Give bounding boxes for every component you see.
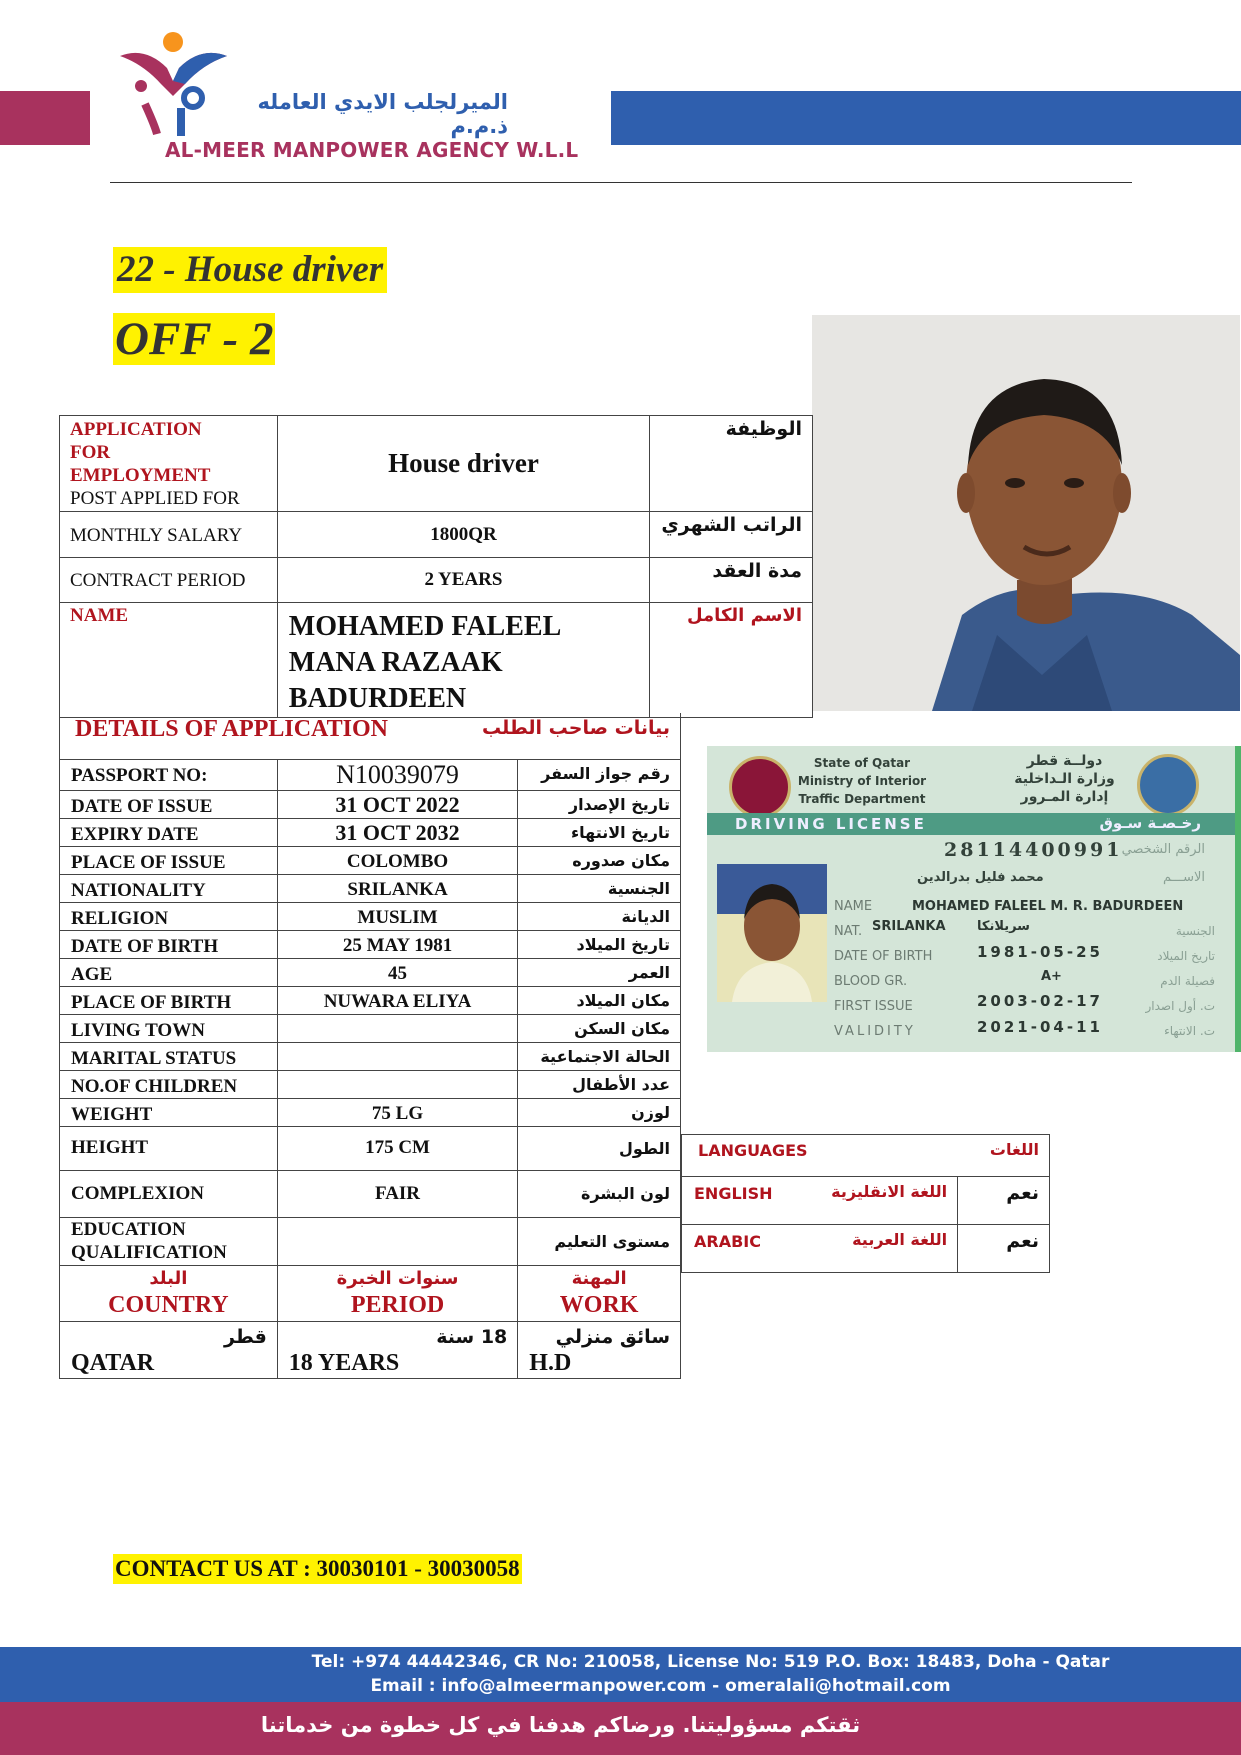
- language-level: نعم: [958, 1177, 1050, 1225]
- detail-row: [60, 1014, 681, 1042]
- contact-line: CONTACT US AT : 30030101 - 30030058: [113, 1554, 522, 1584]
- detail-label: NATIONALITY: [60, 874, 278, 902]
- experience-header-english: COUNTRY: [108, 1291, 229, 1318]
- detail-value: 75 LG: [277, 1098, 518, 1126]
- detail-label: PASSPORT NO:: [60, 759, 278, 790]
- language-name-arabic: اللغة الانقليزية: [831, 1182, 948, 1201]
- reference-code: OFF - 2: [115, 313, 274, 365]
- detail-row: [60, 902, 681, 930]
- detail-label-arabic: مكان صدوره: [518, 846, 681, 874]
- experience-header-arabic: البلد: [149, 1267, 188, 1289]
- license-issuer-line: وزارة الـداخلية: [1014, 771, 1115, 787]
- footer-contact-line: Tel: +974 44442346, CR No: 210058, License No: 519 P.O. Box: 18483, Doha - Qatar: [311, 1652, 1110, 1672]
- detail-label-arabic: لوزن: [518, 1098, 681, 1126]
- detail-value: 31 OCT 2022: [277, 790, 518, 818]
- detail-row: [60, 986, 681, 1014]
- application-label-line: APPLICATION: [70, 419, 202, 440]
- detail-row: [60, 930, 681, 958]
- experience-header-arabic: المهنة: [571, 1267, 627, 1289]
- license-band-arabic: رخـصـة سـوق: [1099, 814, 1201, 832]
- detail-label: NO.OF CHILDREN: [60, 1070, 278, 1098]
- detail-label-arabic: رقم جواز السفر: [518, 759, 681, 790]
- license-number-label-arabic: الرقم الشخصي: [1121, 842, 1205, 857]
- detail-value: [277, 1217, 518, 1265]
- qatar-emblem-icon: [729, 756, 791, 818]
- application-table: [59, 415, 813, 718]
- language-name-arabic: اللغة العربية: [852, 1230, 948, 1249]
- post-label-cell: [60, 416, 278, 512]
- license-blood-arabic-label: فصيلة الدم: [1160, 974, 1215, 988]
- experience-header-period: [277, 1265, 518, 1321]
- details-heading: DETAILS OF APPLICATION: [75, 716, 388, 742]
- detail-row: [60, 818, 681, 846]
- experience-header-row: [60, 1265, 681, 1321]
- detail-value: N10039079: [277, 759, 518, 790]
- detail-row: [60, 1070, 681, 1098]
- detail-label: MARITAL STATUS: [60, 1042, 278, 1070]
- name-value-cell: [277, 603, 649, 718]
- detail-label: AGE: [60, 958, 278, 986]
- detail-label-arabic: الديانة: [518, 902, 681, 930]
- detail-row: [60, 790, 681, 818]
- language-name: ARABIC: [694, 1232, 761, 1251]
- table-row: [60, 603, 813, 718]
- languages-heading-cell: [682, 1135, 1050, 1177]
- license-name-label: NAME: [834, 899, 873, 914]
- details-heading-row: [60, 713, 681, 759]
- applicant-photo: [812, 315, 1240, 711]
- post-applied-value: House driver: [277, 416, 649, 512]
- post-applied-label: POST APPLIED FOR: [70, 488, 240, 509]
- language-name-cell: [682, 1225, 958, 1273]
- detail-value: NUWARA ELIYA: [277, 986, 518, 1014]
- footer-email-line: Email : info@almeermanpower.com - omeralali@hotmail.com: [370, 1676, 951, 1696]
- detail-label-arabic: تاريخ الإصدار: [518, 790, 681, 818]
- detail-label: DATE OF ISSUE: [60, 790, 278, 818]
- detail-label-arabic: مكان الميلاد: [518, 986, 681, 1014]
- detail-label-arabic: عدد الأطفال: [518, 1070, 681, 1098]
- license-issuer-arabic: [1002, 752, 1127, 806]
- detail-label: RELIGION: [60, 902, 278, 930]
- languages-table: [681, 1134, 1050, 1273]
- company-name-arabic: الميرلجلب الايدي العامله ذ.م.م: [257, 90, 508, 138]
- detail-value: [277, 1042, 518, 1070]
- application-label-line: EMPLOYMENT: [70, 465, 211, 486]
- language-name: ENGLISH: [694, 1184, 773, 1203]
- license-issuer-line: Ministry of Interior: [797, 774, 927, 788]
- license-blood-value: A+: [1041, 969, 1062, 984]
- footer-blue-bar: [0, 1647, 1241, 1702]
- contract-label: CONTRACT PERIOD: [60, 558, 278, 603]
- license-issuer-line: دولــة قطر: [1026, 753, 1103, 769]
- detail-label: PLACE OF BIRTH: [60, 986, 278, 1014]
- header-bar-right: [611, 91, 1241, 145]
- experience-period-arabic: 18 سنة: [436, 1325, 508, 1348]
- header-divider: [110, 182, 1132, 183]
- detail-label: DATE OF BIRTH: [60, 930, 278, 958]
- license-validity-label: VALIDITY: [834, 1024, 916, 1039]
- detail-row: [60, 1170, 681, 1217]
- license-first-issue-arabic-label: ت. أول اصدار: [1145, 999, 1215, 1013]
- name-line: BADURDEEN: [288, 683, 467, 714]
- languages-heading-row: [682, 1135, 1050, 1177]
- license-name-arabic-label: الاســـم: [1163, 870, 1205, 885]
- license-issuer-line: State of Qatar: [813, 756, 911, 770]
- contract-arabic: مدة العقد: [650, 558, 813, 603]
- detail-label-arabic: الحالة الاجتماعية: [518, 1042, 681, 1070]
- license-nat-label: NAT.: [834, 924, 863, 939]
- license-issuer-line: إدارة المـرور: [1020, 789, 1109, 805]
- license-arabic-labels: [1145, 919, 1215, 1044]
- language-row: [682, 1225, 1050, 1273]
- experience-row: [60, 1321, 681, 1378]
- detail-row: [60, 1042, 681, 1070]
- detail-label: LIVING TOWN: [60, 1014, 278, 1042]
- license-portrait-image: [717, 864, 827, 1002]
- license-nat-arabic: سريلانكا: [977, 919, 1030, 934]
- detail-row: [60, 958, 681, 986]
- license-dob-label: DATE OF BIRTH: [834, 949, 933, 964]
- detail-value: MUSLIM: [277, 902, 518, 930]
- license-issuer-english: [797, 754, 927, 808]
- detail-label: HEIGHT: [60, 1126, 278, 1170]
- detail-row: [60, 1098, 681, 1126]
- detail-value: 175 CM: [277, 1126, 518, 1170]
- name-line: MOHAMED FALEEL: [288, 611, 562, 642]
- language-level: نعم: [958, 1225, 1050, 1273]
- license-band: [707, 813, 1241, 835]
- company-logo-icon: [115, 26, 235, 136]
- detail-label: EDUCATION QUALIFICATION: [60, 1217, 278, 1265]
- detail-label-arabic: الطول: [518, 1126, 681, 1170]
- detail-row: [60, 846, 681, 874]
- detail-value: FAIR: [277, 1170, 518, 1217]
- experience-header-country: [60, 1265, 278, 1321]
- experience-header-english: WORK: [559, 1291, 639, 1318]
- name-label: NAME: [60, 603, 278, 718]
- license-blood-label: BLOOD GR.: [834, 974, 908, 989]
- detail-label-arabic: العمر: [518, 958, 681, 986]
- detail-label-arabic: الجنسية: [518, 874, 681, 902]
- salary-value: 1800QR: [277, 512, 649, 558]
- detail-label: EXPIRY DATE: [60, 818, 278, 846]
- languages-heading-arabic: اللغات: [989, 1140, 1039, 1159]
- table-row: [60, 416, 813, 512]
- license-nat-arabic-label: الجنسية: [1175, 924, 1215, 938]
- salary-label: MONTHLY SALARY: [60, 512, 278, 558]
- detail-value: SRILANKA: [277, 874, 518, 902]
- experience-period: 18 YEARS: [288, 1349, 400, 1376]
- ministry-emblem-icon: [1137, 754, 1199, 816]
- license-dob-arabic-label: تاريخ الميلاد: [1157, 949, 1215, 963]
- license-issuer-line: Traffic Department: [798, 792, 926, 806]
- detail-label: WEIGHT: [60, 1098, 278, 1126]
- experience-work-arabic: سائق منزلي: [555, 1325, 670, 1348]
- name-arabic: الاسم الكامل: [650, 603, 813, 718]
- experience-country-cell: [60, 1321, 278, 1378]
- license-band-title: DRIVING LICENSE: [735, 815, 927, 833]
- license-first-issue-label: FIRST ISSUE: [834, 999, 913, 1014]
- license-first-issue-value: 2003-02-17: [977, 992, 1103, 1010]
- detail-value: [277, 1014, 518, 1042]
- detail-value: 25 MAY 1981: [277, 930, 518, 958]
- table-row: [60, 558, 813, 603]
- footer-red-bar: [0, 1702, 1241, 1755]
- details-rows: [60, 759, 681, 1265]
- license-name-value: MOHAMED FALEEL M. R. BADURDEEN: [912, 899, 1184, 914]
- experience-country: QATAR: [71, 1349, 155, 1376]
- detail-label-arabic: تاريخ الميلاد: [518, 930, 681, 958]
- detail-value: COLOMBO: [277, 846, 518, 874]
- license-photo: [717, 864, 827, 1002]
- detail-value: 31 OCT 2032: [277, 818, 518, 846]
- detail-label-arabic: لون البشرة: [518, 1170, 681, 1217]
- detail-value: 45: [277, 958, 518, 986]
- detail-label-arabic: مكان السكن: [518, 1014, 681, 1042]
- experience-work-cell: [518, 1321, 681, 1378]
- experience-period-cell: [277, 1321, 518, 1378]
- detail-row: [60, 759, 681, 790]
- language-row: [682, 1177, 1050, 1225]
- details-heading-arabic: بيانات صاحب الطلب: [482, 717, 670, 739]
- salary-arabic: الراتب الشهري: [650, 512, 813, 558]
- license-validity-value: 2021-04-11: [977, 1018, 1103, 1036]
- driving-license-image: [707, 746, 1241, 1052]
- application-label-line: FOR: [70, 442, 111, 463]
- footer-slogan: ثقتكم مسؤوليتنا. ورضاكم هدفنا في كل خطوة من خدماتنا: [260, 1713, 861, 1737]
- applicant-portrait-image: [812, 315, 1240, 711]
- detail-label-arabic: تاريخ الانتهاء: [518, 818, 681, 846]
- company-name-english: AL-MEER MANPOWER AGENCY W.L.L: [165, 138, 579, 162]
- experience-header-english: PERIOD: [350, 1291, 445, 1318]
- detail-row: [60, 874, 681, 902]
- name-line: MANA RAZAAK: [288, 647, 503, 678]
- detail-row: [60, 1217, 681, 1265]
- license-validity-arabic-label: ت. الانتهاء: [1164, 1024, 1215, 1038]
- license-number: 28114400991: [944, 839, 1123, 861]
- license-field-values: [912, 894, 1183, 919]
- experience-work: H.D: [529, 1349, 572, 1376]
- detail-label: PLACE OF ISSUE: [60, 846, 278, 874]
- license-nat-value: SRILANKA: [872, 919, 946, 934]
- details-heading-cell: [60, 713, 681, 759]
- languages-heading: LANGUAGES: [698, 1141, 808, 1160]
- detail-row: [60, 1126, 681, 1170]
- detail-value: [277, 1070, 518, 1098]
- details-table: [59, 713, 681, 1379]
- language-name-cell: [682, 1177, 958, 1225]
- license-dob-value: 1981-05-25: [977, 943, 1103, 961]
- table-row: [60, 512, 813, 558]
- post-applied-arabic: الوظيفة: [650, 416, 813, 512]
- detail-label: COMPLEXION: [60, 1170, 278, 1217]
- experience-country-arabic: قطر: [224, 1325, 267, 1348]
- license-name-arabic: محمد فليل بدرالدين: [917, 870, 1044, 885]
- experience-header-arabic: سنوات الخبرة: [336, 1267, 459, 1289]
- detail-label-arabic: مستوى التعليم: [518, 1217, 681, 1265]
- experience-header-work: [518, 1265, 681, 1321]
- job-title: 22 - House driver: [113, 247, 387, 293]
- header-bar-left: [0, 91, 90, 145]
- contract-value: 2 YEARS: [277, 558, 649, 603]
